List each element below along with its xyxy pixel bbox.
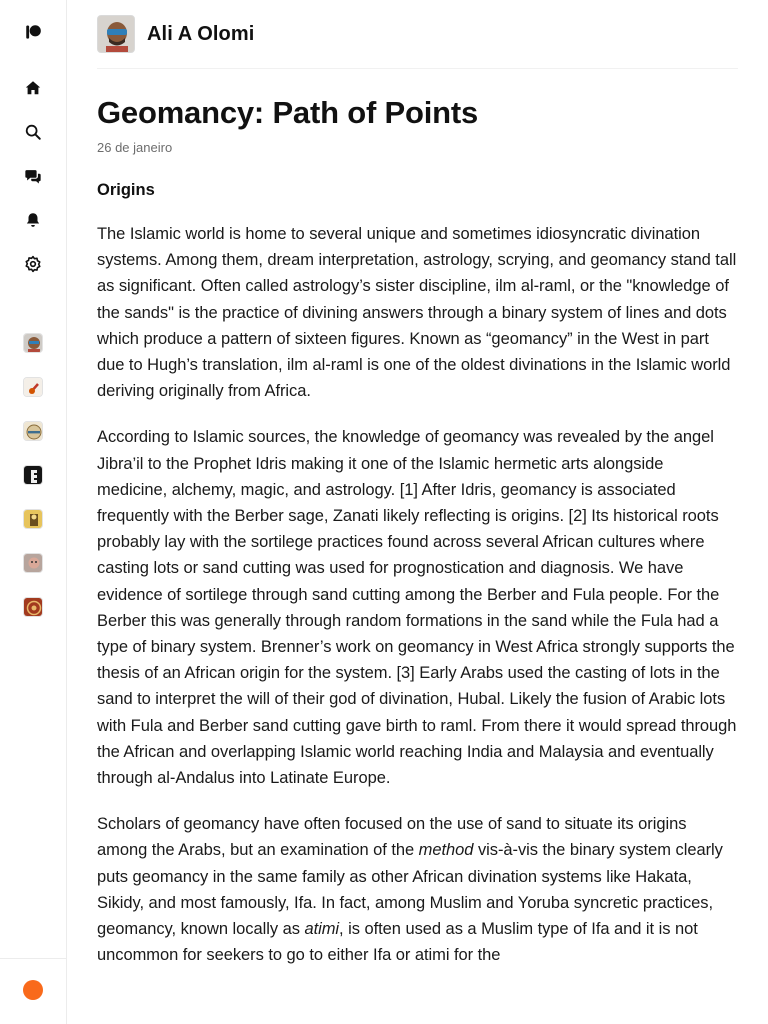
creator-header — [97, 14, 254, 54]
creator-avatar-5[interactable] — [23, 509, 43, 529]
paragraph-text: , is often used as a Muslim type of Ifa and it is not uncommon for seekers to go to either Ifa or atimi for the — [97, 920, 698, 965]
creator-avatar-ali-a-olomi[interactable] — [23, 333, 43, 353]
post-paragraph-1: The Islamic world is home to several unique and sometimes idiosyncratic divination systems. Among them, dream interpretation, astrology, scrying, and geomancy stand tall as significant. Often called astrology’s sister discipline, ilm al-raml, or the "knowledge of the sands" is the practice of divining answers through a binary system of lines and dots which produce a pattern of sixteen figures. Known as “geomancy” in the West in part due to Hugh’s translation, ilm al-raml is one of the oldest divinations in the Islamic world deriving originally from Africa. — [97, 225, 737, 401]
creator-avatar-2[interactable] — [23, 377, 43, 397]
user-profile-avatar[interactable] — [23, 980, 43, 1000]
settings-icon[interactable] — [19, 250, 47, 278]
creator-avatar-4[interactable] — [23, 465, 43, 485]
creator-avatar-7[interactable] — [23, 597, 43, 617]
chat-icon[interactable] — [19, 162, 47, 190]
search-icon[interactable] — [19, 118, 47, 146]
patreon-logo-icon[interactable] — [19, 18, 47, 46]
emphasis-text: atimi — [304, 920, 340, 939]
section-heading-origins: Origins — [97, 181, 155, 199]
post-content — [97, 92, 738, 968]
sidebar-divider — [0, 958, 66, 959]
creator-avatar-6[interactable] — [23, 553, 43, 573]
creator-avatar[interactable] — [97, 15, 135, 53]
sidebar — [0, 0, 67, 1024]
post-date: 26 de janeiro — [97, 140, 173, 155]
creator-avatar-3[interactable] — [23, 421, 43, 441]
emphasis-text: method — [418, 841, 474, 860]
creator-name[interactable]: Ali A Olomi — [147, 22, 255, 45]
paragraph-text: Scholars of geomancy have often focused on the use of sand to situate its origins among the Arabs, but an examination of the — [97, 815, 687, 860]
header-divider — [97, 68, 738, 69]
paragraph-text: vis-à-vis the binary system clearly puts geomancy in the same family as other African divination systems like Hakata, Sikidy, and most famously, Ifa. In fact, among Muslim and Yoruba syncretic practices, geomancy, known locally as — [97, 841, 723, 939]
bell-icon[interactable] — [19, 206, 47, 234]
home-icon[interactable] — [19, 74, 47, 102]
post-paragraph-3 — [97, 811, 738, 968]
post-paragraph-2: According to Islamic sources, the knowledge of geomancy was revealed by the angel Jibra’il to the Prophet Idris making it one of the Islamic hermetic arts alongside medicine, alchemy, magic, and astrology. [1] After Idris, geomancy is associated frequently with the Berber sage, Zanati likely reflecting is origins. [2] Its historical roots probably lay with the sortilege practices found across several African cultures where casting lots or sand cutting was used for prognostication and diagnosis. We have evidence of sortilege through sand cutting among the Berber and Fula people. For the Berber this was generally through random formations in the sand while the Fula had a type of binary system. Brenner’s work on geomancy in West Africa strongly supports the thesis of an African origin for the system. [3] Early Arabs used the casting of lots in the sand to interpret the will of their god of divination, Hubal. Likely the fusion of Arabic lots with Fula and Berber sand cutting gave birth to raml. From there it would spread through the African and overlapping Islamic world reaching India and Malaysia and eventually through al-Andalus into Latinate Europe. — [97, 428, 737, 788]
post-title: Geomancy: Path of Points — [97, 95, 479, 130]
